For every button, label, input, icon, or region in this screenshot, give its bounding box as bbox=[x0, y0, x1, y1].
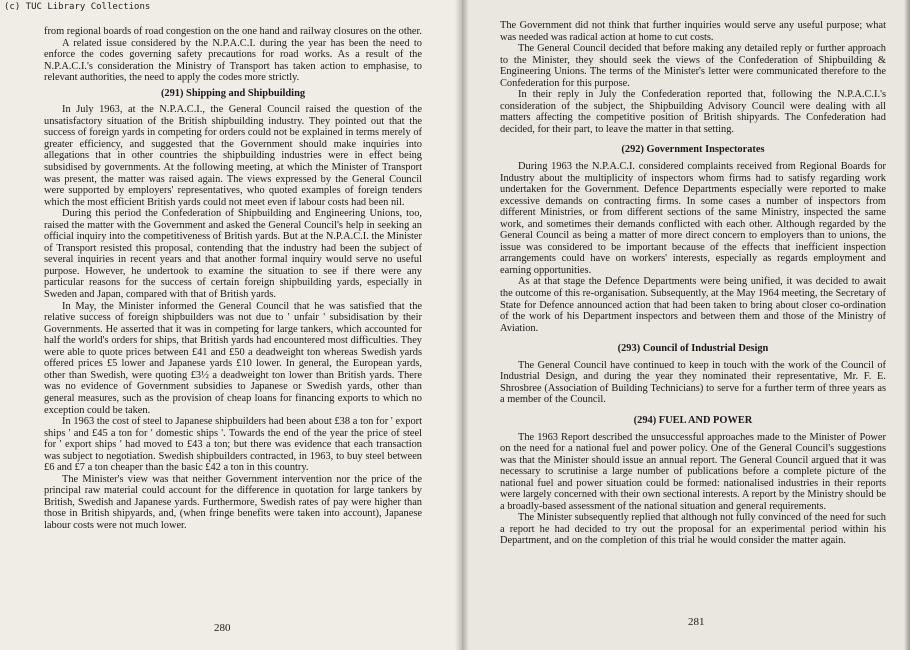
paragraph: from regional boards of road congestion on the one hand and railway closures on the other. bbox=[44, 26, 422, 37]
section-heading-inspectorates: (292) Government Inspectorates bbox=[621, 144, 765, 156]
right-page bbox=[462, 0, 910, 650]
page-number-left: 280 bbox=[214, 622, 231, 634]
section-heading-industrial-design: (293) Council of Industrial Design bbox=[617, 343, 769, 355]
book-gutter bbox=[455, 0, 469, 650]
right-page-text bbox=[500, 20, 886, 547]
paragraph: The Government did not think that further inquiries would serve any useful purpose; what was needed was radical action at home to cut costs. bbox=[500, 20, 886, 43]
paragraph: A related issue considered by the N.P.A.C.I. during the year has been the need to enforce the codes governing safety precautions for road works. As a result of the N.P.A.C.I.'s consideration the Ministry of Transport has taken action to emphasise, to relevant authorities, the need to apply the codes more strictly. bbox=[44, 37, 422, 84]
paragraph: In 1963 the cost of steel to Japanese shipbuilders had been about £38 a ton for ' export ships ' and £45 a ton for ' domestic ships '. Towards the end of the year the price of steel for ' export ships ' had moved to £43 a ton; but there was evidence that each transaction was subject to negotiation. Swedish shipbuilders contracted, in 1963, to buy steel between £6 and £7 a ton cheaper than the basic £42 a ton in this country. bbox=[44, 416, 422, 474]
paragraph: The General Council decided that before making any detailed reply or further approach to the Minister, they should seek the views of the Confederation of Shipbuilding & Engineering Unions. The terms of the Minister's letter were communicated therefore to the Confederation for this purpose. bbox=[500, 43, 886, 89]
watermark: (c) TUC Library Collections bbox=[4, 2, 151, 12]
paragraph: In July 1963, at the N.P.A.C.I., the General Council raised the question of the unsatisfactory situation of the British shipbuilding industry. They pointed out that the success of foreign yards in competing for orders could not be explained in terms merely of greater efficiency, and suggested that the Government should make inquiries into allegations that in other countries the shipbuilding industries were in effect being subsidised by governments. At the following meeting, at which the Minister of Transport was present, the matter was raised again. The views expressed by the General Council were supported by employers' representatives, who quoted examples of foreign tenders which the most efficient British yards could not meet even if labour costs had been nil. bbox=[44, 104, 422, 208]
paragraph: In May, the Minister informed the General Council that he was satisfied that the relative success of foreign shipbuilders was not due to ' unfair ' subsidisation by their Governments. He asserted that it was in competing for large tankers, which accounted for half the world's orders for ships, that British yards had encountered most difficulties. They were able to quote prices between £41 and £50 a deadweight ton whereas Swedish yards offered prices £5 lower and Japanese yards £10 lower. In general, the European yards, other than Swedish, were quoting £3½ a deadweight ton lower than British yards. There was no evidence of Government subsidies to Japanese or Swedish yards, other than general measures, such as the provision of cheap loans for financing exports to which no exception could be taken. bbox=[44, 300, 422, 416]
left-page-text bbox=[44, 26, 422, 532]
section-heading-fuel-power: (294) FUEL AND POWER bbox=[633, 414, 753, 426]
page-edge-shadow bbox=[904, 0, 910, 650]
paragraph: In their reply in July the Confederation reported that, following the N.P.A.C.I.'s consideration of the subject, the Shipbuilding Advisory Council were dealing with all matters affecting the competitive position of British shipyards. The Confederation had decided, for their part, to leave the matter in that setting. bbox=[500, 89, 886, 135]
paragraph: As at that stage the Defence Departments were being unified, it was decided to await the outcome of this re-organisation. Subsequently, at the May 1964 meeting, the Secretary of State for Defence announced action that had been taken to bring about closer co-ordination of the work of his Department inspectors and between them and those of the Ministry of Aviation. bbox=[500, 276, 886, 334]
paragraph: The Minister's view was that neither Government intervention nor the price of the principal raw material could account for the difference in quotation for large tankers by British, Swedish and Japanese yards. Furthermore, Swedish rates of pay were higher than those in British shipyards, and, (when fringe benefits were taken into account), Japanese labour costs were not much lower. bbox=[44, 473, 422, 531]
section-heading-shipping: (291) Shipping and Shipbuilding bbox=[160, 87, 306, 99]
paragraph: During this period the Confederation of Shipbuilding and Engineering Unions, too, raised the matter with the Government and asked the General Council's help in seeking an official inquiry into the competitiveness of British yards. But at the N.P.A.C.I. the Minister of Transport resisted this proposal, contending that the industry had been the subject of several inquiries in recent years and that another formal inquiry would serve no useful purpose. However, he undertook to examine the situation to see if there were any particular reasons for the success of certain foreign shipbuilding yards, especially in Sweden and Japan, compared with that of British yards. bbox=[44, 208, 422, 301]
paragraph: The General Council have continued to keep in touch with the work of the Council of Industrial Design, and during the year they nominated their representative, Mr. F. E. Shrosbree (Association of Building Technicians) to serve for a further term of three years as a member of the Council. bbox=[500, 359, 886, 406]
paragraph: During 1963 the N.P.A.C.I. considered complaints received from Regional Boards for Industry about the multiplicity of inspectors whom firms had to satisfy regarding work undertaken for the Government. Defence Departments especially were reported to make excessive demands on contracting firms. In some cases a number of inspectors from different Ministries, or from different sections of the same Ministry, inspected the same work, and sometimes their demands conflicted with each other. Although regarded by the General Council as being a matter of more direct concern to employers than to unions, the issue was considered to be important because of the effects that inefficient inspection arrangements could have on workers' interests, especially as regards employment and earning opportunities. bbox=[500, 161, 886, 276]
paragraph: The Minister subsequently replied that although not fully convinced of the need for such a report he had decided to try out the proposal for an experimental period within his Department, and on the completion of this trial he would consider the matter again. bbox=[500, 512, 886, 547]
page-number-right: 281 bbox=[688, 616, 705, 628]
paragraph: The 1963 Report described the unsuccessful approaches made to the Minister of Power on the need for a national fuel and power policy. One of the General Council's suggestions was that the Minister should issue an annual report. The General Council argued that it was necessary to scrutinise a large number of publications before a complete picture of the national fuel and power situation could be formed: nationalised industries in their reports were largely concerned with their own sectional interests. A report by the Ministry should be a broadly-based assessment of the national situation and general requirements. bbox=[500, 431, 886, 512]
